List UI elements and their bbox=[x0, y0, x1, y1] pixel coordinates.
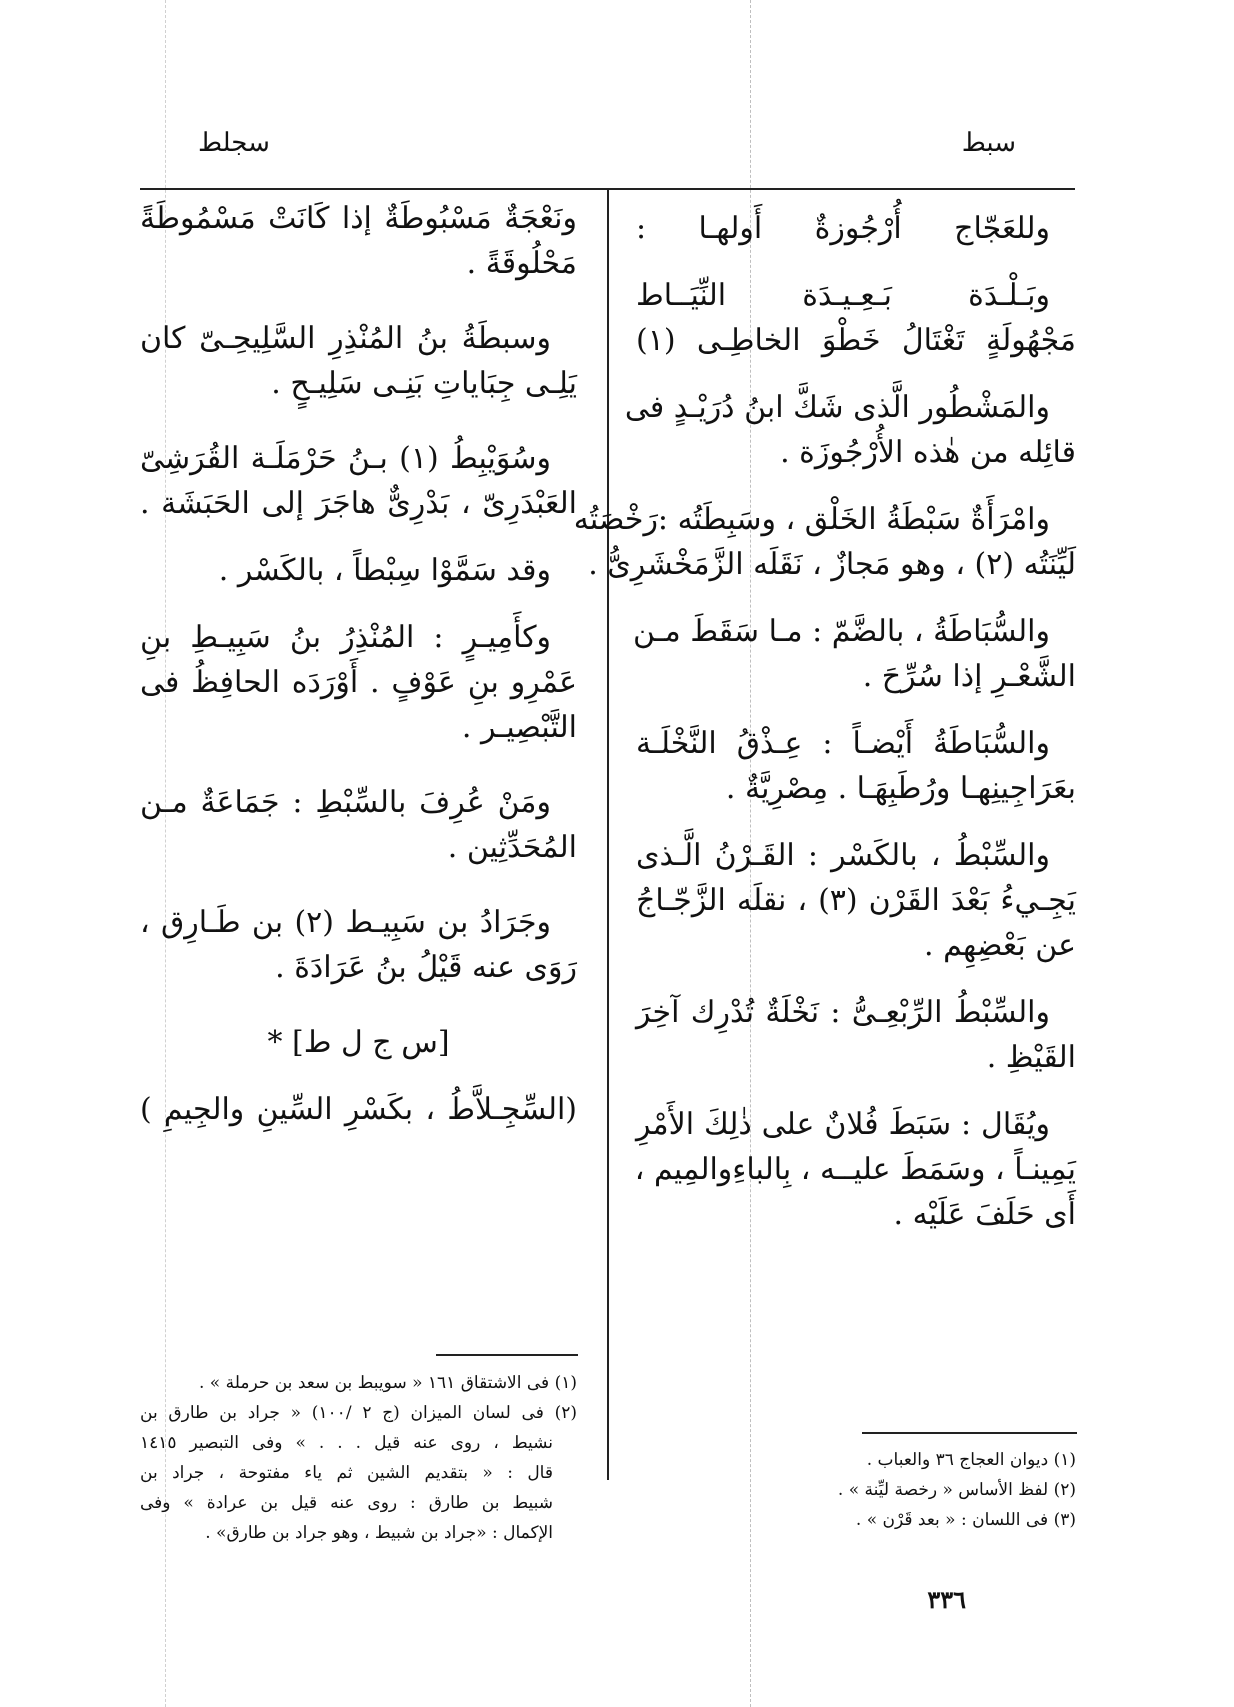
footnote-rule-left bbox=[436, 1354, 578, 1356]
text-line: ويُقَال : سَبَطَ فُلانٌ على ذٰلِكَ الأَمْرِ bbox=[636, 1107, 1050, 1142]
text-line: لَيِّنَتُه (٢) ، وهو مَجازٌ ، نَقَلَه الزَّمَخْشَرِىُّ . bbox=[588, 547, 1076, 582]
text-line: وجَرَادُ بن سَبِيـط (٢) بن طَـارِق ، bbox=[140, 905, 551, 940]
footnotes-left bbox=[140, 1368, 577, 1548]
text-line: القَيْظِ . bbox=[986, 1040, 1076, 1075]
right-column bbox=[573, 206, 1077, 1237]
text-line: يَجِـيءُ بَعْدَ القَرْن (٣) ، نقلَه الزَّجّـاجُ bbox=[636, 883, 1077, 918]
text-line: والسُّبَاطَةُ ، بالضَّمّ : مـا سَقَطَ مـن bbox=[633, 614, 1050, 649]
text-line: عن بَعْضِهِم . bbox=[924, 928, 1076, 963]
page-number: ٣٣٦ bbox=[927, 1585, 966, 1614]
text-line: والمَشْطُور الَّذى شَكَّ ابنُ دُرَيْـدٍ فى bbox=[624, 390, 1050, 425]
text-line: عَمْرِو بنِ عَوْفٍ . أَوْرَدَه الحافِظُ فى bbox=[140, 665, 577, 700]
footnote-line: (١) ديوان العجاج ٣٦ والعباب . bbox=[866, 1450, 1076, 1470]
footnote-line: (٢) لفظ الأساس « رخصة ليِّنة » . bbox=[837, 1480, 1076, 1500]
footnote-line: قال : « بتقديم الشين ثم ياء مفتوحة ، جراد بن bbox=[140, 1463, 553, 1483]
text-line: وكأَمِيـرٍ : المُنْذِرُ بنُ سَبِيـطِ بنِ bbox=[140, 620, 551, 655]
text-line: ونَعْجَةٌ مَسْبُوطَةٌ إذا كَانَتْ مَسْمُوطَةً bbox=[140, 201, 577, 236]
footnote-line: الإكمال : «جراد بن شبيط ، وهو جراد بن طارق» . bbox=[205, 1523, 553, 1543]
text-line: ومَنْ عُرِفَ بالسِّبْطِ : جَمَاعَةٌ مـن bbox=[140, 785, 551, 820]
text-line: التَّبْصِيـر . bbox=[461, 710, 577, 745]
left-column bbox=[140, 196, 577, 1132]
text-line: العَبْدَرِىّ ، بَدْرِىٌّ هاجَرَ إلى الحَبَشَة . bbox=[140, 486, 577, 521]
text-line: مَحْلُوقَةً . bbox=[466, 246, 577, 281]
verse-line: وبَـلْـدَة بَـعِـيـدَة النِّيَــاط bbox=[636, 278, 1050, 313]
text-line: وللعَجّاج أُرْجُوزةٌ أَولهـا : bbox=[636, 211, 1050, 246]
text-line: والسِّبْطُ الرِّبْعِـىُّ : نَخْلَةٌ تُدْرِك آخِرَ bbox=[636, 995, 1050, 1030]
footnote-rule-right bbox=[862, 1432, 1077, 1434]
text-line: وسبطَةُ بنُ المُنْذِرِ السَّلِيحِـىّ كان bbox=[140, 321, 551, 356]
footnote-line: شبيط بن طارق : روى عنه قيل بن عرادة » وفى bbox=[140, 1493, 553, 1513]
text-line: يَلِـى جِبَاياتِ بَنِـى سَلِيـحٍ . bbox=[271, 366, 577, 401]
footnote-line: (٣) فى اللسان : « بعد قَرْن » . bbox=[855, 1510, 1076, 1530]
text-line: يَمِينـاً ، وسَمَطَ عليــه ، بِالباءِوالمِيم ، bbox=[634, 1152, 1076, 1187]
text-line: بعَرَاجِينِهـا ورُطَبِهَـا . مِصْرِيَّةٌ . bbox=[725, 771, 1076, 806]
running-head-right: سبط bbox=[961, 128, 1016, 158]
footnote-line: نشيط ، روى عنه قيل . . . » وفى التبصير ١٤١٥ bbox=[140, 1433, 553, 1453]
footnotes-right bbox=[656, 1445, 1076, 1535]
text-line: والسُّبَاطَةُ أَيْضـاً : عِـذْقُ النَّخْلَـة bbox=[636, 726, 1050, 761]
text-line: وقد سَمَّوْا سِبْطاً ، بالكَسْر . bbox=[218, 553, 551, 588]
entry-heading: [س ج ل ط] * bbox=[267, 1025, 450, 1060]
text-line: الشَّعْـرِ إذا سُرِّحَ . bbox=[862, 659, 1076, 694]
text-line: وامْرَأَةٌ سَبْطَةُ الخَلْق ، وسَبِطَتُه :رَخْصَتُه bbox=[573, 502, 1050, 537]
text-line: (السِّجِـلاَّطُ ، بكَسْرِ السِّينِ والجِيمِ ) bbox=[140, 1092, 577, 1127]
text-line: المُحَدِّثِين . bbox=[447, 830, 577, 865]
text-line: وسُوَيْبِطُ (١) بـنُ حَرْمَلَـة القُرَشِىّ bbox=[140, 441, 551, 476]
running-head-left: سجلط bbox=[198, 128, 270, 158]
footnote-line: (٢) فى لسان الميزان (ج ٢ /١٠٠) « جراد بن طارق بن bbox=[140, 1403, 577, 1423]
text-line: رَوَى عنه قَيْلُ بنُ عَرَادَةَ . bbox=[275, 950, 577, 985]
footnote-line: (١) فى الاشتقاق ١٦١ « سويبط بن سعد بن حرملة » . bbox=[198, 1373, 577, 1393]
text-line: أَى حَلَفَ عَلَيْه . bbox=[893, 1197, 1076, 1232]
column-divider bbox=[607, 190, 609, 1480]
text-line: والسِّبْطُ ، بالكَسْر : القَـرْنُ الَّـذى bbox=[636, 838, 1050, 873]
text-line: قائِله من هٰذه الأُرْجُوزَة . bbox=[780, 435, 1076, 470]
verse-line: مَجْهُولَةٍ تَغْتَالُ خَطْوَ الخاطِـى (١) bbox=[636, 323, 1076, 358]
